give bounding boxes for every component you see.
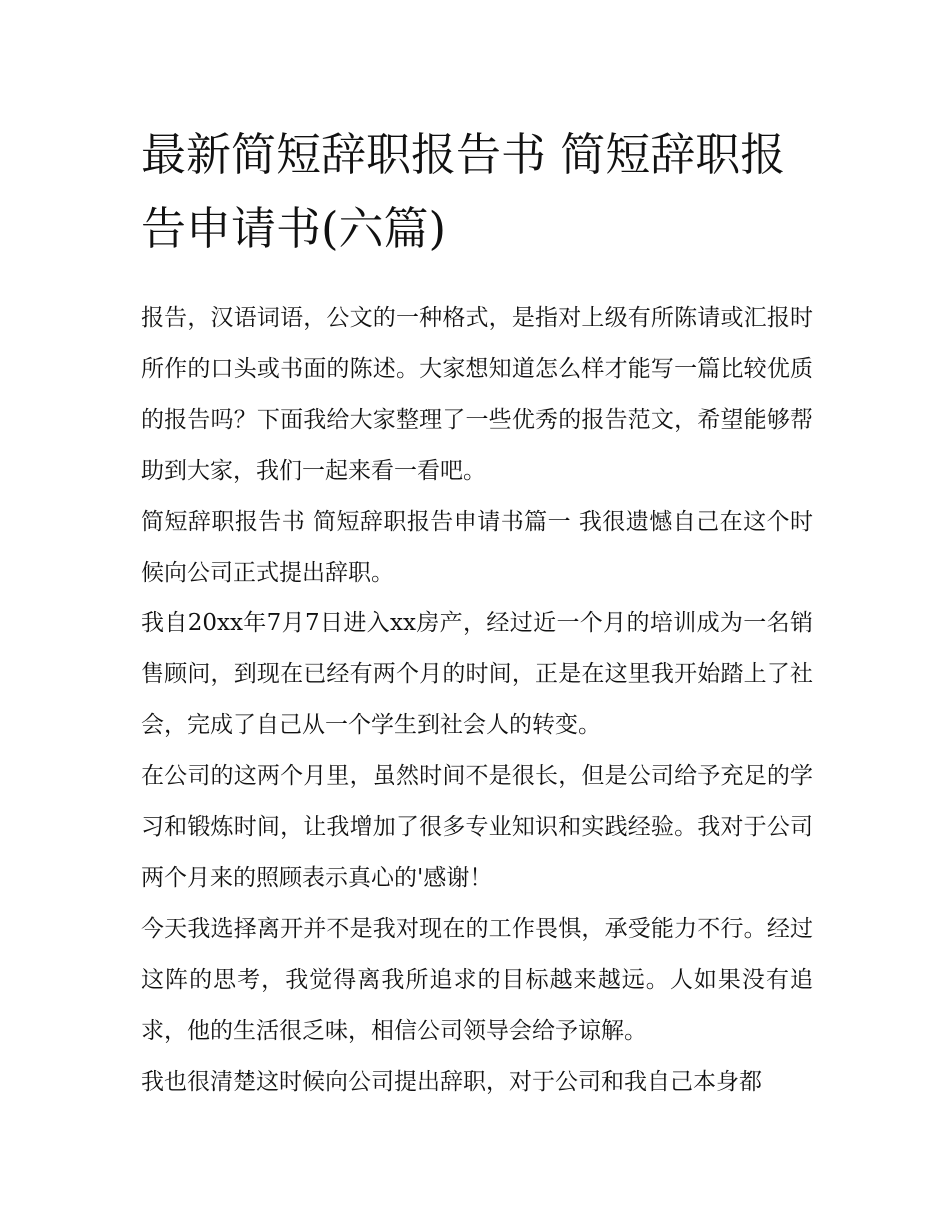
paragraph-intro: 报告，汉语词语，公文的一种格式，是指对上级有所陈请或汇报时所作的口头或书面的陈述。大家想知道怎么样才能写一篇比较优质的报告吗？下面我给大家整理了一些优秀的报告范文，希望能够帮助到大家，我们一起来看一看吧。 <box>141 305 813 484</box>
document-title: 最新简短辞职报告书 简短辞职报告申请书(六篇) <box>141 128 786 255</box>
document-content <box>141 118 813 1108</box>
paragraph-section-heading: 简短辞职报告书 简短辞职报告申请书篇一 我很遗憾自己在这个时候向公司正式提出辞职。 <box>141 508 813 586</box>
paragraph-background: 我自20xx年7月7日进入xx房产，经过近一个月的培训成为一名销售顾问，到现在已经有两个月的时间，正是在这里我开始踏上了社会，完成了自己从一个学生到社会人的转变。 <box>141 610 813 739</box>
paragraph-gratitude: 在公司的这两个月里，虽然时间不是很长，但是公司给予充足的学习和锻炼时间，让我增加了很多专业知识和实践经验。我对于公司两个月来的照顾表示真心的'感谢！ <box>141 763 813 891</box>
paragraph-reason: 今天我选择离开并不是我对现在的工作畏惧，承受能力不行。经过这阵的思考，我觉得离我所追求的目标越来越远。人如果没有追求，他的生活很乏味，相信公司领导会给予谅解。 <box>141 915 813 1044</box>
paragraph-continued: 我也很清楚这时候向公司提出辞职，对于公司和我自己本身都 <box>141 1068 762 1095</box>
